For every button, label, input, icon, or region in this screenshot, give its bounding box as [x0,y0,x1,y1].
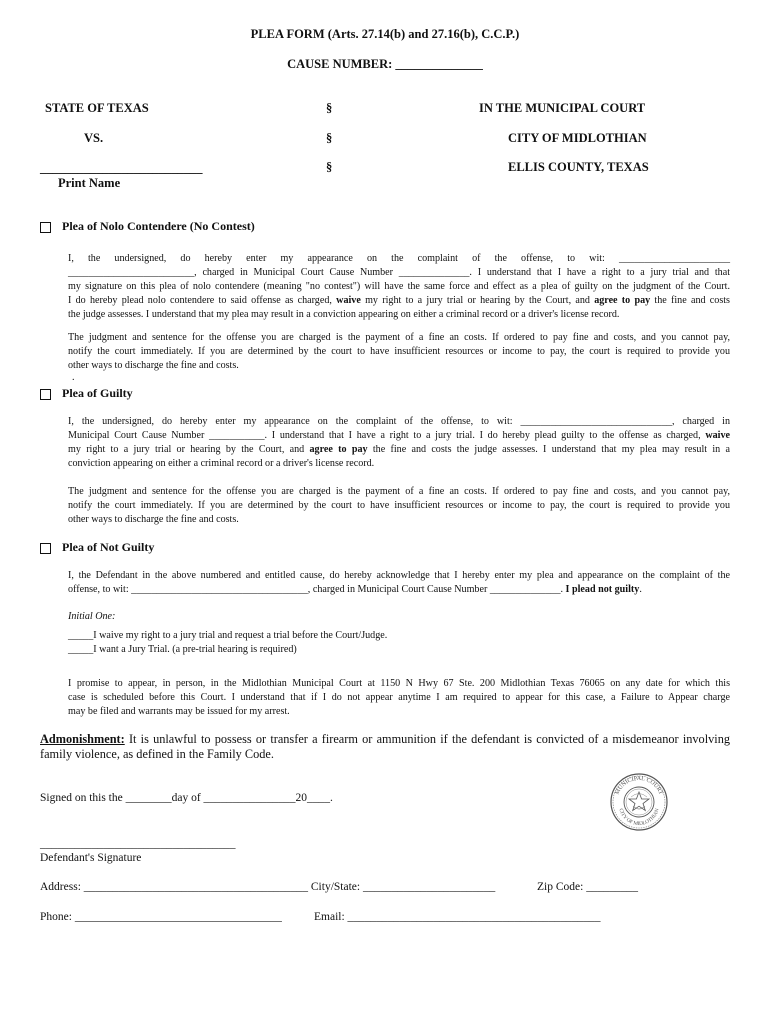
nolo-offense-blank: _________________________ [68,267,195,278]
seal-top-text: MUNICIPAL COURT [614,775,664,796]
seal-bottom-text: CITY OF MIDLOTHIAN [617,807,661,828]
guilty-line-1 [68,415,730,429]
nolo-paragraph [68,252,730,322]
initial-one-label: Initial One: [68,611,116,622]
phone-field[interactable]: Phone: ____________________________________ [40,911,282,923]
guilty-checkbox[interactable] [40,389,51,400]
guilty-line-1a: I, the undersigned, do hereby enter my appearance on the complaint of the offense, to wit: ______________________________ [68,416,672,427]
caption-county: ELLIS COUNTY, TEXAS [508,160,649,174]
guilty-paragraph [68,415,730,471]
caption-city: CITY OF MIDLOTHIAN [508,131,647,145]
court-seal [609,772,669,832]
section-mark-2: § [326,131,333,145]
nolo-line-4 [68,294,730,308]
not-guilty-period: . [639,584,642,595]
nolo-line-3: my signature on this plea of nolo contendere (meaning "no contest") will have the same force and effect as a plea of guilty on the judgment of the Court. [68,281,730,292]
nolo-heading: Plea of Nolo Contendere (No Contest) [62,219,255,233]
guilty-waive: waive [705,430,730,441]
admonishment-line-1 [40,732,730,747]
signature-label: Defendant's Signature [40,852,142,864]
nolo-judgment-1: The judgment and sentence for the offense you are charged is the payment of a fine an costs. If ordered to pay fine and costs, and you cannot pay, [68,332,730,343]
guilty-line-2a: Municipal Court Cause Number ___________ [68,430,265,441]
nolo-line-4c: the fine and costs [650,295,730,306]
guilty-line-3 [68,443,730,457]
signed-on-line[interactable]: Signed on this the ________day of ________________20____. [40,792,333,804]
caption-state-of-texas: STATE OF TEXAS [45,101,149,115]
not-guilty-plea: I plead not guilty [565,584,640,595]
not-guilty-checkbox[interactable] [40,543,51,554]
signature-line[interactable]: __________________________________ [40,838,236,850]
seal-graphic [609,772,669,832]
nolo-line-4b: my right to a jury trial or hearing by the Court, and [360,295,595,306]
nolo-judgment-3: other ways to discharge the fine and costs. [68,360,239,371]
guilty-line-2 [68,429,730,443]
nolo-line-1: I, the undersigned, do hereby enter my appearance on the complaint of the offense, to wit: ______________________ [68,253,730,264]
nolo-line-2-text: , charged in Municipal Court Cause Number ______________. I understand that I have a right to a jury trial and that [194,267,730,278]
nolo-checkbox[interactable] [40,222,51,233]
nolo-agree: agree to pay [594,295,651,306]
nolo-line-4a: I do hereby plead nolo contendere to said offense as charged, [68,295,337,306]
email-field[interactable]: Email: ____________________________________________ [314,911,601,923]
guilty-line-2b: . I understand that I have a right to a jury trial. I do hereby plead guilty to the offense as charged, [264,430,706,441]
option-waive-jury[interactable]: _____I waive my right to a jury trial and request a trial before the Court/Judge. [68,630,388,641]
caption-vs: VS. [84,131,104,145]
print-name-label: Print Name [58,176,121,190]
guilty-line-4: conviction appearing on either a criminal record or a driver's license record. [68,458,375,469]
guilty-judgment-1: The judgment and sentence for the offense you are charged is the payment of a fine an costs. If ordered to pay fine and costs, and you cannot pay, [68,486,730,497]
section-mark-1: § [326,101,333,115]
guilty-line-3b: the fine and costs the judge assesses. I understand that my plea may result in a [367,444,731,455]
nolo-line-5: the judge assesses. I understand that my plea may result in a conviction appearing on either a criminal record or a driver's license record. [68,309,620,320]
nolo-judgment [68,331,730,383]
promise-paragraph [68,677,730,719]
admonishment-line-2: family violence, as defined in the Family Code. [40,747,274,761]
promise-line-1: I promise to appear, in person, in the Midlothian Municipal Court at 1150 N Hwy 67 Ste. 200 Midlothian Texas 76065 on any date for which this [68,678,730,689]
not-guilty-paragraph [68,569,730,597]
guilty-line-1b: , charged in [671,416,731,427]
not-guilty-line-2a: offense, to wit: ___________________________________, charged in Municipal Court Cause Number ______________. [68,584,566,595]
not-guilty-line-1: I, the Defendant in the above numbered and entitled cause, do hereby acknowledge that I hereby enter my plea and appearance on the complaint of the [68,570,730,581]
not-guilty-heading: Plea of Not Guilty [62,540,155,554]
guilty-agree: agree to pay [309,444,368,455]
caption-name-line: __________________________ [40,161,203,175]
nolo-waive: waive [336,295,361,306]
admonishment-text-1: It is unlawful to possess or transfer a firearm or ammunition if the defendant is convicted of a misdemeanor involving [124,732,730,746]
nolo-line-2 [68,266,730,280]
zip-field[interactable]: Zip Code: _________ [537,881,638,893]
guilty-heading: Plea of Guilty [62,386,133,400]
nolo-dot: . [72,372,75,383]
guilty-judgment-3: other ways to discharge the fine and costs. [68,514,239,525]
option-jury-trial[interactable]: _____I want a Jury Trial. (a pre-trial hearing is required) [68,644,297,655]
admonishment [40,732,730,762]
cause-number: CAUSE NUMBER: ______________ [287,57,483,71]
guilty-line-3a: my right to a jury trial or hearing by the Court, and [68,444,310,455]
section-mark-3: § [326,160,333,174]
not-guilty-line-2 [68,583,730,597]
caption-municipal-court: IN THE MUNICIPAL COURT [479,101,646,115]
admonishment-label: Admonishment: [40,732,125,746]
nolo-judgment-2: notify the court immediately. If you are determined by the court to have insufficient resources or income to pay, the court is required to provide you [68,346,730,357]
address-field[interactable]: Address: _______________________________________ City/State: _______________________ [40,881,496,893]
promise-line-3: may be filed and warrants may be issued for my arrest. [68,706,290,717]
promise-line-2: case is scheduled before this Court. I understand that if I do not appear anytime I am required to appear for this case, a Failure to Appear charge [68,692,730,703]
guilty-judgment [68,485,730,527]
guilty-judgment-2: notify the court immediately. If you are determined by the court to have insufficient resources or income to pay, the court is required to provide you [68,500,730,511]
form-title: PLEA FORM (Arts. 27.14(b) and 27.16(b), C.C.P.) [250,27,520,41]
